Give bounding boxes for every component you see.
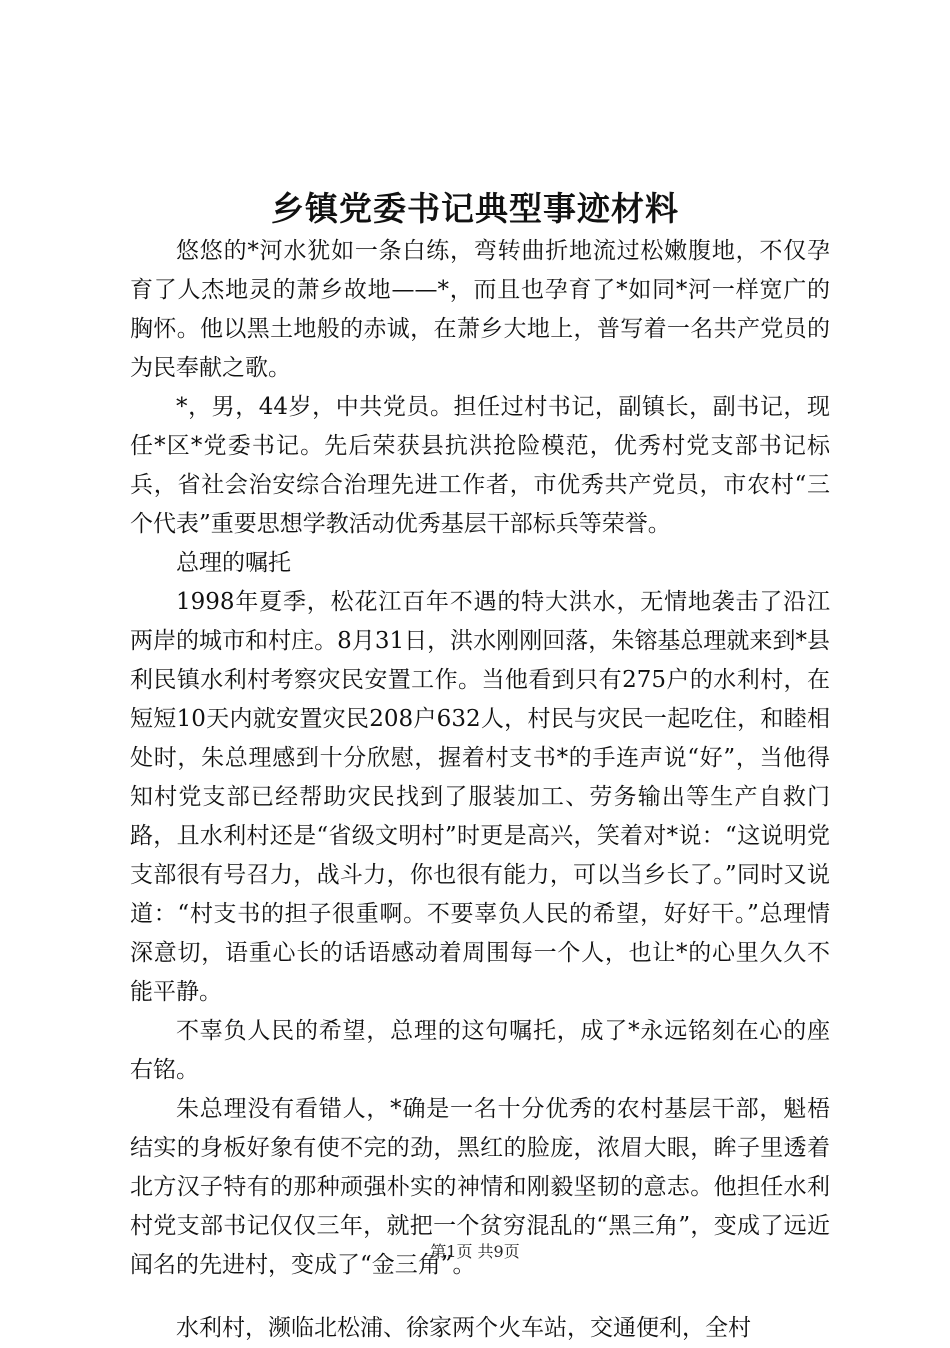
paragraph-flood: 1998年夏季，松花江百年不遇的特大洪水，无情地袭击了沿江两岸的城市和村庄。8月31日，洪水刚刚回落，朱镕基总理就来到*县利民镇水利村考察灾民安置工作。当他看到只有275户的水利村，在短短10天内就安置灾民208户632人，村民与灾民一起吃住，和睦相处时，朱总理感到十分欣慰，握着村支书*的手连声说“好”，当他得知村党支部已经帮助灾民找到了服装加工、劳务输出等生产自救门路，且水利村还是“省级文明村”时更是高兴，笑着对*说：“这说明党支部很有号召力，战斗力，你也很有能力，可以当乡长了。”同时又说道：“村支书的担子很重啊。不要辜负人民的希望，好好干。”总理情深意切，语重心长的话语感动着周围每一个人，也让*的心里久久不能平静。 bbox=[130, 589, 830, 1005]
paragraph-intro: 悠悠的*河水犹如一条白练，弯转曲折地流过松嫩腹地，不仅孕育了人杰地灵的萧乡故地——*，而且也孕育了*如同*河一样宽广的胸怀。他以黑土地般的赤诚，在萧乡大地上，普写着一名共产党员的为民奉献之歌。 bbox=[130, 238, 830, 381]
section-heading: 总理的嘱托 bbox=[176, 550, 291, 576]
document-title: 乡镇党委书记典型事迹材料 bbox=[271, 189, 679, 228]
paragraph-village: 水利村，濒临北松浦、徐家两个火车站，交通便利，全村 bbox=[176, 1315, 751, 1341]
paragraph-character: 朱总理没有看错人，*确是一名十分优秀的农村基层干部，魁梧结实的身板好象有使不完的劲，黑红的脸庞，浓眉大眼，眸子里透着北方汉子特有的那种顽强朴实的神情和刚毅坚韧的意志。他担任水利村党支部书记仅仅三年，就把一个贫穷混乱的“黑三角”，变成了远近闻名的先进村，变成了“金三角”。 bbox=[130, 1096, 830, 1278]
paragraph-motto: 不辜负人民的希望，总理的这句嘱托，成了*永远铭刻在心的座右铭。 bbox=[130, 1018, 830, 1083]
page-indicator: 第1页 共9页 bbox=[430, 1242, 520, 1261]
document-body bbox=[130, 232, 830, 1348]
paragraph-profile: *，男，44岁，中共党员。担任过村书记，副镇长，副书记，现任*区*党委书记。先后荣获县抗洪抢险模范，优秀村党支部书记标兵，省社会治安综合治理先进工作者，市优秀共产党员，市农村“三个代表”重要思想学教活动优秀基层干部标兵等荣誉。 bbox=[130, 394, 830, 537]
